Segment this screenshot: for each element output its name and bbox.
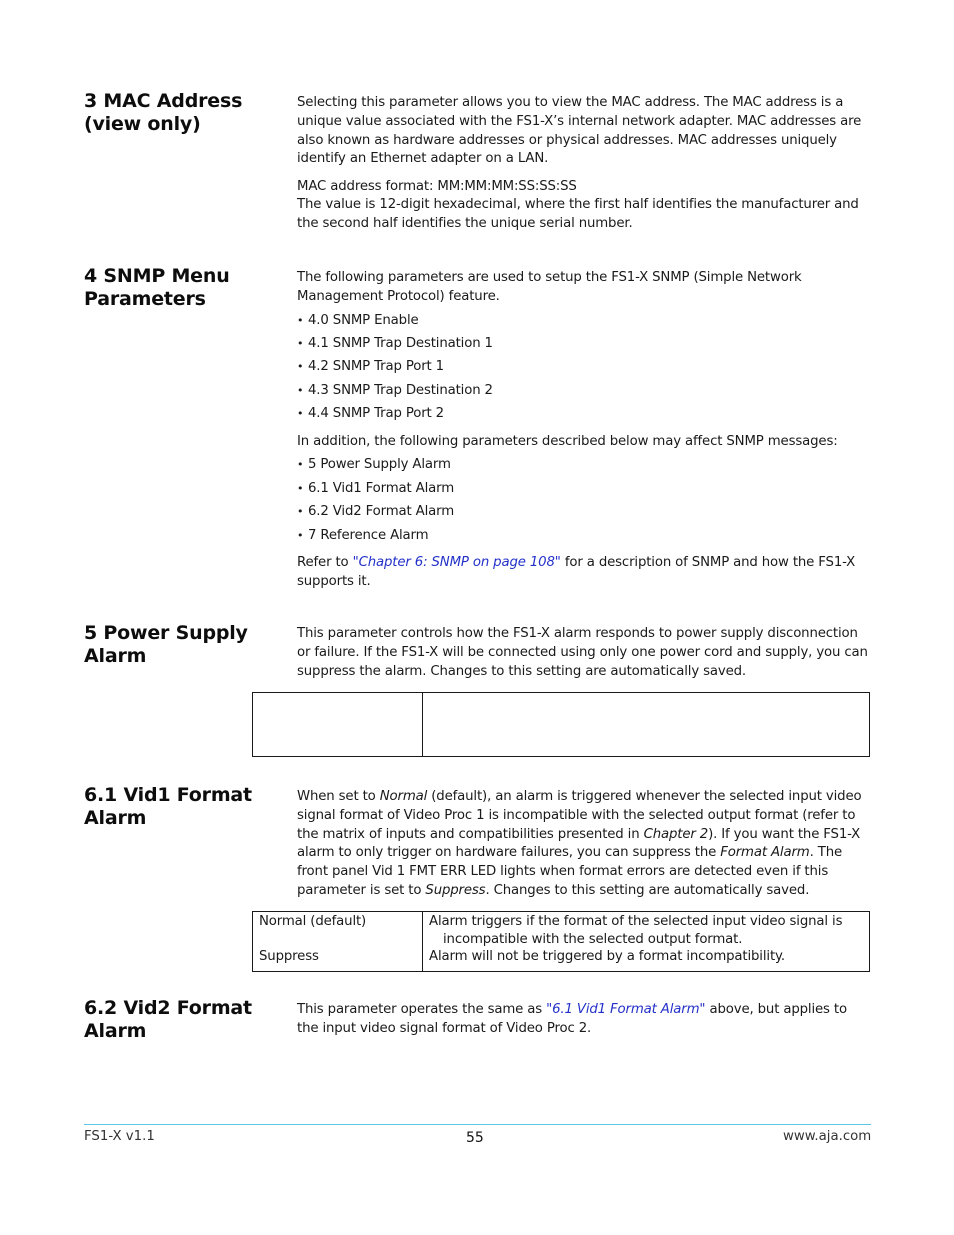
vid1-description — [297, 788, 872, 901]
text-run: This parameter operates the same as — [297, 1002, 547, 1017]
section-body-vid1-format-alarm — [297, 788, 872, 901]
snmp-intro: The following parameters are used to setup the FS1-X SNMP (Simple Network Management Protocol) feature. — [297, 270, 802, 304]
section-title-snmp: 4 SNMP Menu Parameters — [84, 265, 230, 310]
table-cell-labels — [253, 912, 423, 972]
snmp-parameter-list — [297, 312, 872, 429]
table-row — [253, 693, 870, 757]
footer-website-link[interactable]: www.aja.com — [783, 1129, 872, 1144]
option-suppress-label: Suppress — [259, 949, 319, 964]
vid1-format-alarm-table — [252, 911, 870, 972]
list-item: • 4.0 SNMP Enable — [297, 312, 872, 335]
table-cell-descriptions — [423, 912, 870, 972]
snmp-refer — [297, 554, 872, 592]
section-body-vid2-format-alarm — [297, 1001, 872, 1039]
option-normal-label: Normal (default) — [259, 914, 367, 929]
text-run: above, but applies to the input video signal format of Video Proc 2. — [297, 1002, 847, 1036]
page-number: 55 — [466, 1130, 484, 1146]
text-run: ). If you want the FS1-X alarm to only trigger on hardware failures, you can suppress the — [297, 826, 861, 861]
list-item: • 4.1 SNMP Trap Destination 1 — [297, 335, 872, 358]
snmp-refer-pre: Refer to — [297, 554, 353, 570]
section-title-power-supply-alarm: 5 Power Supply Alarm — [84, 622, 248, 667]
option-suppress-desc: Alarm will not be triggered by a format incompatibility. — [429, 949, 785, 964]
section-body-power-supply-alarm — [297, 625, 872, 681]
mac-value-description: The value is 12-digit hexadecimal, where the first half identifies the manufacturer and the second half identifies the unique serial number. — [297, 197, 859, 232]
section-body-mac-address — [297, 94, 872, 234]
table-cell — [423, 693, 870, 757]
text-run: . Changes to this setting are automatically saved. — [485, 882, 810, 898]
text-run: . The front panel Vid 1 FMT ERR LED lights when format errors are detected even if this parameter is set to — [297, 845, 843, 898]
table-cell — [253, 693, 423, 757]
text-run-italic: Normal — [379, 789, 428, 804]
text-run-italic: Format Alarm — [720, 845, 810, 861]
section-title-vid1-format-alarm: 6.1 Vid1 Format Alarm — [84, 784, 252, 829]
list-item: • 7 Reference Alarm — [297, 527, 872, 550]
list-item: • 5 Power Supply Alarm — [297, 456, 872, 479]
text-run: When set to — [297, 789, 380, 804]
list-item: • 4.2 SNMP Trap Port 1 — [297, 358, 872, 381]
chapter-6-snmp-link[interactable]: "Chapter 6: SNMP on page 108" — [352, 554, 561, 570]
snmp-refer-post: for a description of SNMP and how the FS1-X supports it. — [297, 554, 856, 589]
vid1-format-alarm-link[interactable]: "6.1 Vid1 Format Alarm" — [546, 1002, 706, 1017]
text-run: (default), an alarm is triggered whenever the selected input video signal format of Video Proc 1 is incompatible with the selected output format (refer to the matrix of inputs and compatibilities presented in — [297, 789, 862, 842]
section-title-mac-address: 3 MAC Address (view only) — [84, 90, 243, 135]
footer-product-version: FS1-X v1.1 — [84, 1129, 155, 1144]
mac-description: Selecting this parameter allows you to view the MAC address. The MAC address is a unique value associated with the FS1-X’s internal network adapter. MAC addresses are also known as hardware addresses or physical addresses. MAC addresses uniquely identify an Ethernet adapter on a LAN. — [297, 95, 862, 167]
power-description: This parameter controls how the FS1-X alarm responds to power supply disconnection or failure. If the FS1-X will be connected using only one power cord and supply, you can suppress the alarm. Changes to this setting are automatically saved. — [297, 626, 868, 679]
footer-divider — [84, 1124, 871, 1125]
snmp-addition: In addition, the following parameters described below may affect SNMP messages: — [297, 433, 838, 449]
section-body-snmp — [297, 269, 872, 592]
option-normal-desc-2: incompatible with the selected output format. — [443, 931, 743, 947]
option-normal-desc-1: Alarm triggers if the format of the selected input video signal is — [429, 914, 843, 929]
table-row — [253, 912, 870, 972]
power-supply-alarm-table — [252, 692, 870, 757]
vid2-description — [297, 1001, 872, 1039]
list-item: • 6.2 Vid2 Format Alarm — [297, 503, 872, 526]
list-item: • 6.1 Vid1 Format Alarm — [297, 480, 872, 503]
text-run-italic: Suppress — [425, 882, 486, 898]
section-title-vid2-format-alarm: 6.2 Vid2 Format Alarm — [84, 997, 252, 1042]
mac-format: MAC address format: MM:MM:MM:SS:SS:SS — [297, 178, 577, 194]
list-item: • 4.3 SNMP Trap Destination 2 — [297, 382, 872, 405]
list-item: • 4.4 SNMP Trap Port 2 — [297, 405, 872, 428]
text-run-italic: Chapter 2 — [643, 826, 709, 842]
snmp-related-list — [297, 456, 872, 550]
spacer — [259, 931, 416, 949]
